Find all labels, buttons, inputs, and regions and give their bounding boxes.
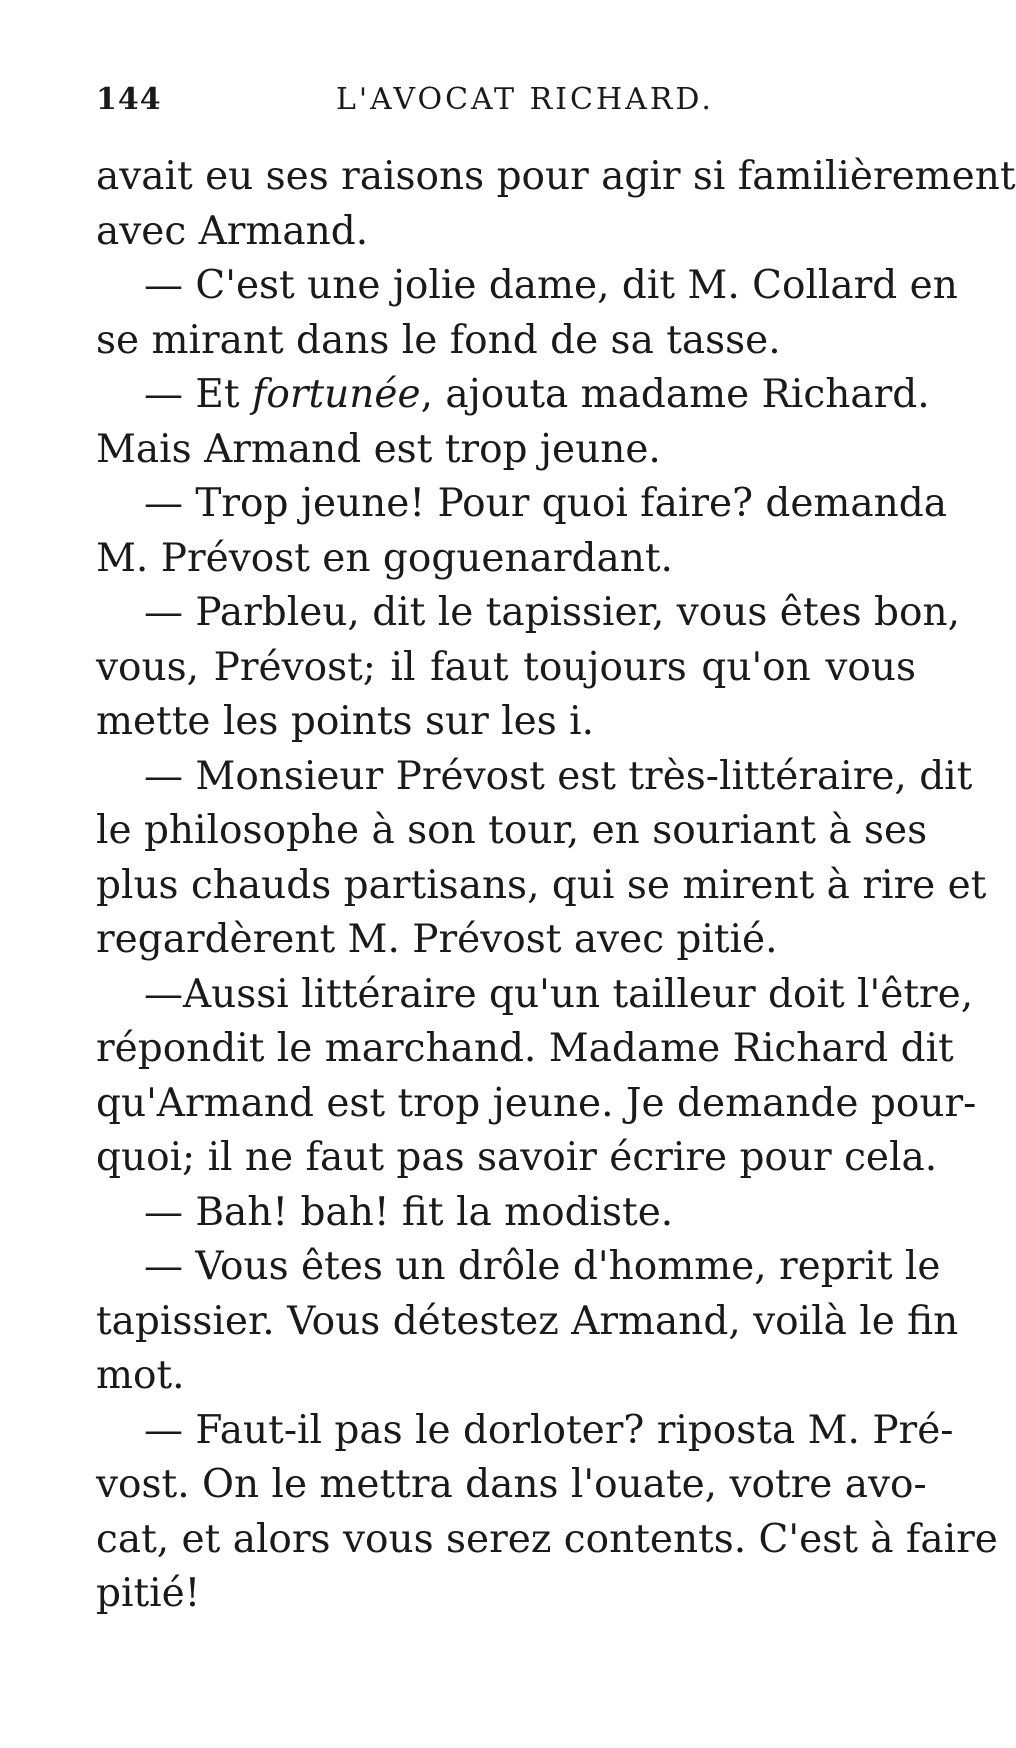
text-line: vost. On le mettra dans l'ouate, votre avo- [96,1462,927,1507]
text-line: avec Armand. [96,208,369,254]
text-line: quoi; il ne faut pas savoir écrire pour cela. [96,1135,938,1180]
text-line: le philosophe à son tour, en souriant à ses [96,808,928,853]
text-line: M. Prévost en goguenardant. [96,535,673,581]
page-number: 144 [96,82,162,117]
text-line: — C'est une jolie dame, dit M. Collard en [144,263,958,308]
text-line: — Trop jeune! Pour quoi faire? demanda [144,481,947,526]
text-line: Mais Armand est trop jeune. [96,426,661,472]
text-line: — Parbleu, dit le tapissier, vous êtes bon, [144,590,961,635]
text-line: pitié! [96,1571,201,1616]
text-segment: — Et [144,372,252,417]
running-head [96,82,916,122]
text-line: répondit le marchand. Madame Richard dit [96,1026,954,1071]
text-line: — Faut-il pas le dorloter? riposta M. Pré- [144,1407,954,1453]
text-line: — Vous êtes un drôle d'homme, reprit le [144,1244,941,1289]
text-line: qu'Armand est trop jeune. Je demande pour- [96,1080,977,1126]
running-title: L'AVOCAT RICHARD. [336,82,714,117]
text-line: — Bah! bah! fit la modiste. [144,1189,674,1235]
text-line: se mirant dans le fond de sa tasse. [96,317,781,363]
text-line: mette les points sur les i. [96,699,594,744]
text-line [96,368,930,423]
text-line: — Monsieur Prévost est très-littéraire, dit [144,753,973,799]
text-line: —Aussi littéraire qu'un tailleur doit l'être, [144,971,974,1017]
text-line: plus chauds partisans, qui se mirent à rire et [96,862,987,908]
body-text [96,150,1016,1622]
text-line: vous, Prévost; il faut toujours qu'on vous [96,644,916,690]
text-line: mot. [96,1353,185,1398]
italic-word: fortunée [251,372,421,417]
text-line: cat, et alors vous serez contents. C'est à faire [96,1516,998,1562]
text-line: tapissier. Vous détestez Armand, voilà le fin [96,1298,959,1344]
text-segment: , ajouta madame Richard. [420,372,930,417]
text-line: avait eu ses raisons pour agir si familièrement [96,154,1016,199]
text-line: regardèrent M. Prévost avec pitié. [96,917,778,962]
